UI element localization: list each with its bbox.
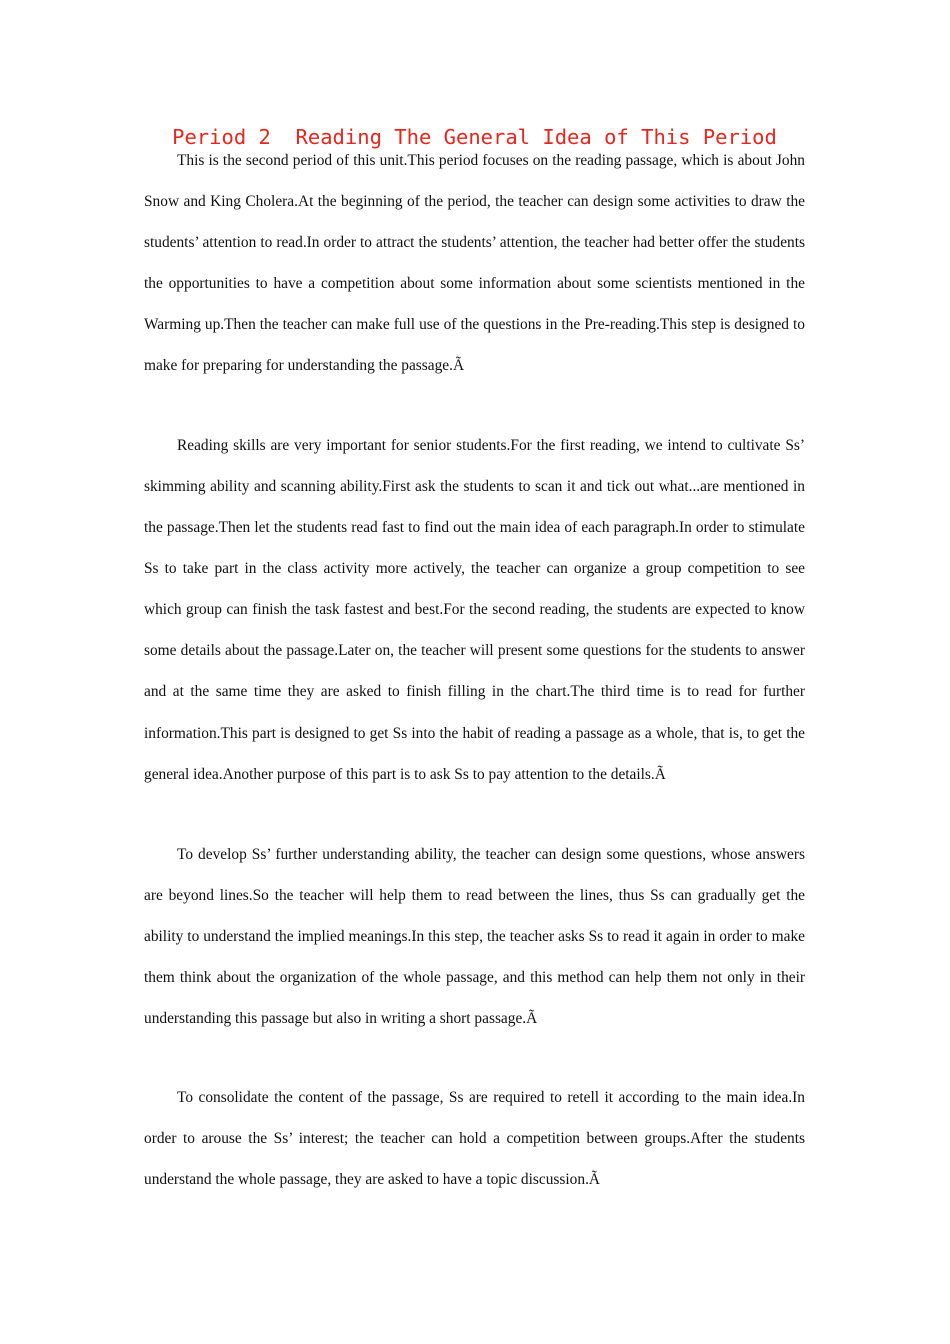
paragraph-4: To consolidate the content of the passage, Ss are required to retell it according to the main idea.In order to arouse the Ss’ interest; the teacher can hold a competition between groups.After the students understand the whole passage, they are asked to have a topic discussion.Ã xyxy=(144,1088,805,1188)
paragraph-2: Reading skills are very important for senior students.For the first reading, we intend to cultivate Ss’ skimming ability and scanning ability.First ask the students to scan it and tick out what...are mentioned in the passage.Then let the students read fast to find out the main idea of each paragraph.In order to stimulate Ss to take part in the class activity more actively, the teacher can organize a group competition to see which group can finish the task fastest and best.For the second reading, the students are expected to know some details about the passage.Later on, the teacher will present some questions for the students to answer and at the same time they are asked to finish filling in the chart.The third time is to read for further information.This part is designed to get Ss into the habit of reading a passage as a whole, that is, to get the general idea.Another purpose of this part is to ask Ss to pay attention to the details.Ã xyxy=(144,436,805,783)
paragraph-1: This is the second period of this unit.This period focuses on the reading passage, which is about John Snow and King Cholera.At the beginning of the period, the teacher can design some activities to draw the students’ attention to read.In order to attract the students’ attention, the teacher had better offer the students the opportunities to have a competition about some information about some scientists mentioned in the Warming up.Then the teacher can make full use of the questions in the Pre-reading.This step is designed to make for preparing for understanding the passage.Ã xyxy=(144,151,805,375)
paragraph-3: To develop Ss’ further understanding ability, the teacher can design some questions, whose answers are beyond lines.So the teacher will help them to read between the lines, thus Ss can gradually get the ability to understand the implied meanings.In this step, the teacher asks Ss to read it again in order to make them think about the organization of the whole passage, and this method can help them not only in their understanding this passage but also in writing a short passage.Ã xyxy=(144,845,805,1028)
page-title: Period 2 Reading The General Idea of This Period xyxy=(172,125,777,149)
